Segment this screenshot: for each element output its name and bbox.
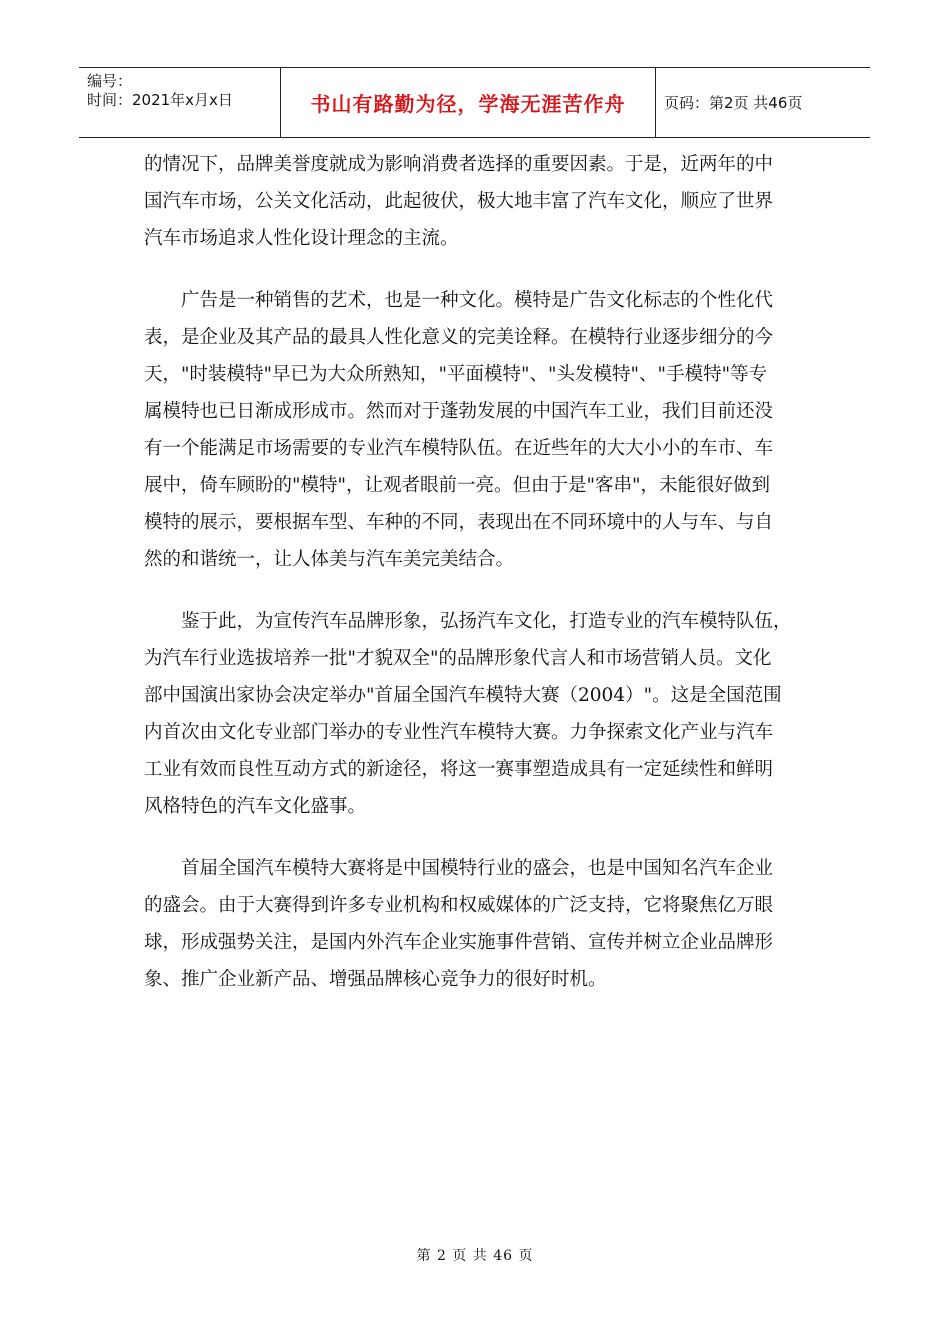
- paragraph: [144, 282, 808, 578]
- header-motto: 书山有路勤为径，学海无涯苦作舟: [281, 68, 656, 137]
- paragraph-line: 风格特色的汽车文化盛事。: [144, 796, 367, 817]
- paragraph-line: 然的和谐统一，让人体美与汽车美完美结合。: [144, 549, 515, 570]
- header-page-info: 页码：第2页 共46页: [664, 94, 803, 112]
- paragraph-line: 模特的展示，要根据车型、车种的不同，表现出在不同环境中的人与车、与自: [144, 512, 774, 533]
- document-body: [144, 146, 808, 998]
- paragraph-line: 属模特也已日渐成形成市。然而对于蓬勃发展的中国汽车工业，我们目前还没: [144, 401, 774, 422]
- document-header: [79, 67, 870, 138]
- paragraph-line: 天，"时装模特"早已为大众所熟知，"平面模特"、"头发模特"、"手模特"等专: [144, 364, 768, 385]
- paragraph-line: 国汽车市场，公关文化活动，此起彼伏，极大地丰富了汽车文化，顺应了世界: [144, 191, 774, 212]
- header-meta-cell: [79, 68, 281, 137]
- paragraph: [144, 603, 808, 825]
- paragraph-line: 为汽车行业选拔培养一批"才貌双全"的品牌形象代言人和市场营销人员。文化: [144, 648, 772, 669]
- paragraph-line: 象、推广企业新产品、增强品牌核心竞争力的很好时机。: [144, 969, 607, 990]
- number-label: 编号：: [87, 72, 133, 90]
- paragraph-line: 首届全国汽车模特大赛将是中国模特行业的盛会，也是中国知名汽车企业: [181, 858, 774, 879]
- paragraph-line: 工业有效而良性互动方式的新途径，将这一赛事塑造成具有一定延续性和鲜明: [144, 759, 774, 780]
- paragraph-line: 部中国演出家协会决定举办"首届全国汽车模特大赛（2004）"。这是全国范围: [144, 685, 782, 706]
- paragraph: [144, 146, 808, 257]
- paragraph-line: 表，是企业及其产品的最具人性化意义的完美诠释。在模特行业逐步细分的今: [144, 327, 774, 348]
- paragraph-line: 有一个能满足市场需要的专业汽车模特队伍。在近些年的大大小小的车市、车: [144, 438, 774, 459]
- paragraph-gap: [144, 578, 808, 603]
- paragraph-gap: [144, 257, 808, 282]
- paragraph-line: 的盛会。由于大赛得到许多专业机构和权威媒体的广泛支持，它将聚焦亿万眼: [144, 895, 774, 916]
- paragraph-line: 广告是一种销售的艺术，也是一种文化。模特是广告文化标志的个性化代: [181, 290, 774, 311]
- paragraph-line: 展中，倚车顾盼的"模特"，让观者眼前一亮。但由于是"客串"，未能很好做到: [144, 475, 771, 496]
- paragraph-line: 内首次由文化专业部门举办的专业性汽车模特大赛。力争探索文化产业与汽车: [144, 722, 774, 743]
- page-footer: 第 2 页 共 46 页: [416, 1248, 534, 1264]
- paragraph-line: 的情况下，品牌美誉度就成为影响消费者选择的重要因素。于是，近两年的中: [144, 154, 774, 175]
- paragraph: [144, 850, 808, 998]
- paragraph-line: 鉴于此，为宣传汽车品牌形象，弘扬汽车文化，打造专业的汽车模特队伍，: [181, 611, 792, 632]
- paragraph-gap: [144, 825, 808, 850]
- paragraph-line: 汽车市场追求人性化设计理念的主流。: [144, 228, 459, 249]
- time-label: 时间：2021年x月x日: [87, 91, 233, 109]
- paragraph-line: 球，形成强势关注，是国内外汽车企业实施事件营销、宣传并树立企业品牌形: [144, 932, 774, 953]
